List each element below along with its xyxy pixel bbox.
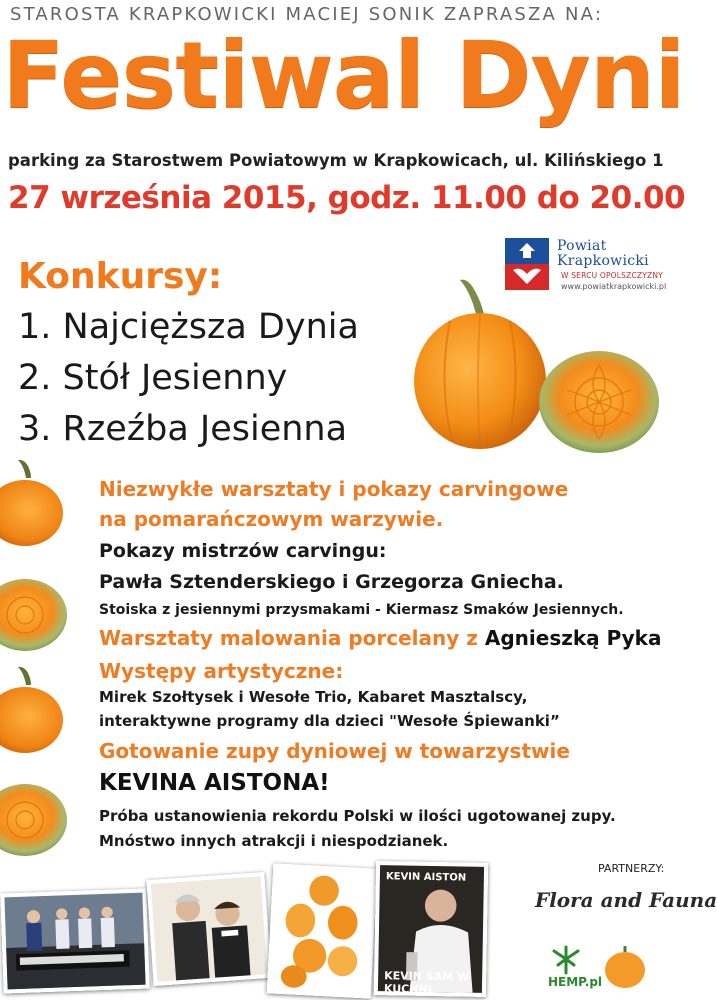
program-line [99, 626, 661, 650]
pumpkin-icon [0, 458, 65, 548]
program-line: Pawła Sztenderskiego i Grzegorza Gniecha. [99, 571, 564, 593]
contests-heading: Konkursy: [18, 256, 223, 297]
program-line: Mnóstwo innych atrakcji i niespodzianek. [99, 832, 449, 850]
partners-label: PARTNERZY: [598, 862, 665, 875]
contest-item-1: 1. Najcięższa Dynia [18, 307, 359, 347]
program-line-start: Warsztaty malowania porcelany z [99, 626, 485, 650]
event-location: parking za Starostwem Powiatowym w Krapkowicach, ul. Kilińskiego 1 [8, 151, 664, 170]
program-line: Występy artystyczne: [99, 659, 344, 683]
logo-url[interactable]: www.powiatkrapkowicki.pl [561, 282, 667, 291]
carved-pumpkins-photo [267, 863, 378, 998]
partner-pumpkin-logo[interactable] [600, 940, 650, 992]
event-datetime: 27 września 2015, godz. 11.00 do 20.00 [8, 180, 686, 216]
cabaret-photo [146, 872, 271, 986]
carved-melon-icon [0, 780, 67, 858]
carved-melon-icon [0, 575, 67, 653]
pumpkin-illustration [410, 276, 550, 451]
logo-line1: Powiat [557, 238, 607, 254]
inviter-line: STAROSTA KRAPKOWICKI MACIEJ SONIK ZAPRASZA NA: [10, 4, 604, 25]
program-line: Mirek Szołtysek i Wesołe Trio, Kabaret Masztalscy, [99, 688, 528, 706]
guest-name: KEVINA AISTONA! [99, 770, 330, 796]
carved-melon-illustration [537, 345, 662, 455]
artist-name: Agnieszką Pyka [484, 626, 662, 650]
program-line: Pokazy mistrzów carvingu: [99, 540, 387, 562]
book-author: KEVIN AISTON [385, 871, 467, 884]
logo-tagline: W SERCU OPOLSZCZYZNY [561, 271, 663, 280]
flora-fauna-logo[interactable]: Flora and Fauna [535, 888, 717, 912]
program-line: na pomarańczowym warzywie. [99, 507, 444, 531]
program-line: Niezwykłe warsztaty i pokazy carvingowe [99, 477, 569, 501]
book-title: KEVIN SAM W KUCHNI [383, 969, 470, 997]
program-line: interaktywne programy dla dzieci "Wesołe Śpiewanki” [99, 712, 560, 730]
pumpkin-icon [0, 665, 65, 755]
contest-item-3: 3. Rzeźba Jesienna [18, 409, 348, 449]
hemp-logo[interactable]: HEMP.pl [548, 975, 603, 989]
contest-item-2: 2. Stół Jesienny [18, 358, 288, 398]
program-line: Stoiska z jesiennymi przysmakami - Kiermasz Smaków Jesiennych. [99, 602, 624, 618]
cookbook-photo [374, 861, 488, 997]
trio-photo [0, 888, 149, 993]
hemp-leaf-icon [548, 945, 584, 975]
program-line: Próba ustanowienia rekordu Polski w ilości ugotowanej zupy. [99, 807, 616, 825]
program-line: Gotowanie zupy dyniowej w towarzystwie [99, 739, 570, 763]
logo-line2: Krapkowicki [557, 253, 649, 269]
festival-title: Festiwal Dyni [2, 22, 685, 129]
